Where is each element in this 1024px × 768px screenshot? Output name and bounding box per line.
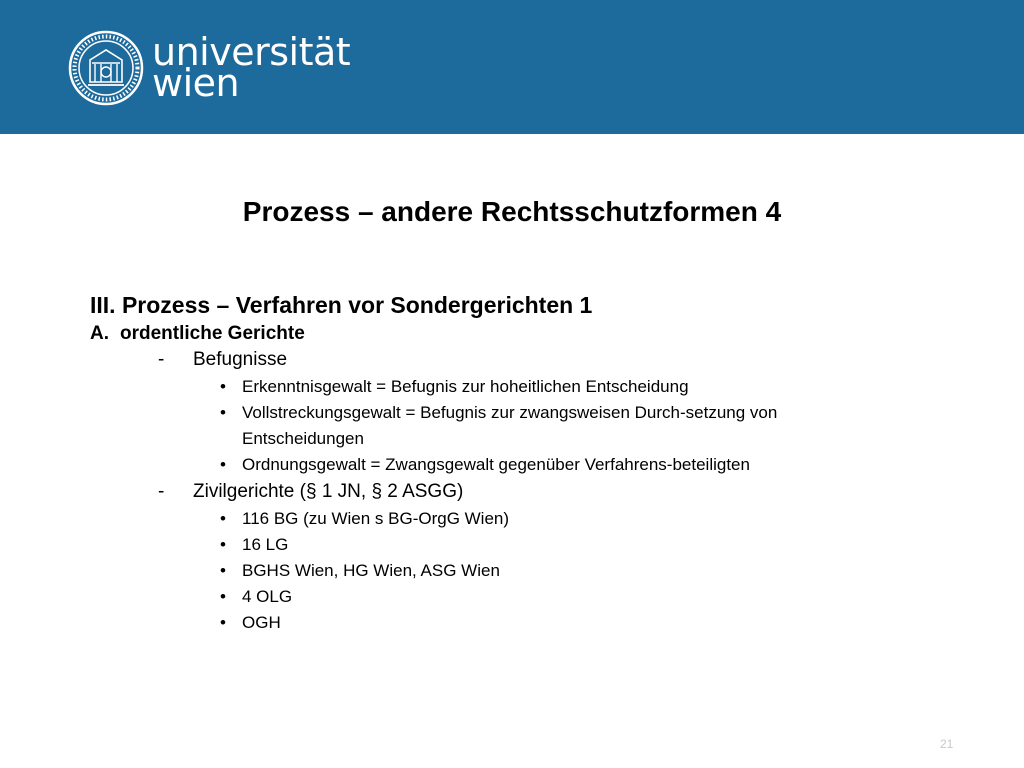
slide-content <box>90 290 950 636</box>
section-label: Befugnisse <box>193 349 288 370</box>
list-item-text: 16 LG <box>242 535 289 554</box>
subsection-marker: A. <box>90 323 109 344</box>
section-befugnisse <box>158 346 950 374</box>
slide-title: Prozess – andere Rechtsschutzformen 4 <box>242 196 782 227</box>
bullet-marker: • <box>220 535 226 554</box>
bullet-marker: • <box>220 403 226 422</box>
list-item <box>220 400 950 452</box>
dash-marker: - <box>158 349 165 370</box>
bullet-marker: • <box>220 509 226 528</box>
list-item-text: OGH <box>242 613 281 632</box>
logo-wordmark <box>152 30 351 105</box>
list-item <box>220 558 950 584</box>
university-seal-icon <box>68 30 144 106</box>
list-item <box>220 584 950 610</box>
header-bar <box>0 0 1024 134</box>
subsection-heading <box>90 321 950 346</box>
university-logo[interactable] <box>68 30 350 106</box>
bullet-marker: • <box>220 613 226 632</box>
bullet-marker: • <box>220 455 226 474</box>
list-item <box>220 610 950 636</box>
list-item-text: Ordnungsgewalt = Zwangsgewalt gegenüber Verfahrens-beteiligten <box>242 455 750 474</box>
logo-line-2: wien <box>152 61 240 105</box>
bullet-marker: • <box>220 587 226 606</box>
list-item-text: 4 OLG <box>242 587 293 606</box>
list-item <box>220 532 950 558</box>
subsection-label: ordentliche Gerichte <box>120 323 305 344</box>
list-item-text: Erkenntnisgewalt = Befugnis zur hoheitlichen Entscheidung <box>242 377 689 396</box>
bullet-marker: • <box>220 377 226 396</box>
section-zivilgerichte <box>158 478 950 506</box>
list-item-text: BGHS Wien, HG Wien, ASG Wien <box>242 561 500 580</box>
list-item <box>220 452 950 478</box>
page-number: 21 <box>940 737 954 751</box>
list-item-text: 116 BG (zu Wien s BG-OrgG Wien) <box>242 509 510 528</box>
list-item-text: Vollstreckungsgewalt = Befugnis zur zwangsweisen Durch-setzung von Entscheidungen <box>242 403 778 448</box>
logo-line-1: universität <box>152 30 351 74</box>
dash-marker: - <box>158 481 165 502</box>
section-heading: III. Prozess – Verfahren vor Sondergerichten 1 <box>90 292 593 318</box>
list-item <box>220 374 950 400</box>
section-label: Zivilgerichte (§ 1 JN, § 2 ASGG) <box>193 481 464 502</box>
bullet-marker: • <box>220 561 226 580</box>
list-item <box>220 506 950 532</box>
